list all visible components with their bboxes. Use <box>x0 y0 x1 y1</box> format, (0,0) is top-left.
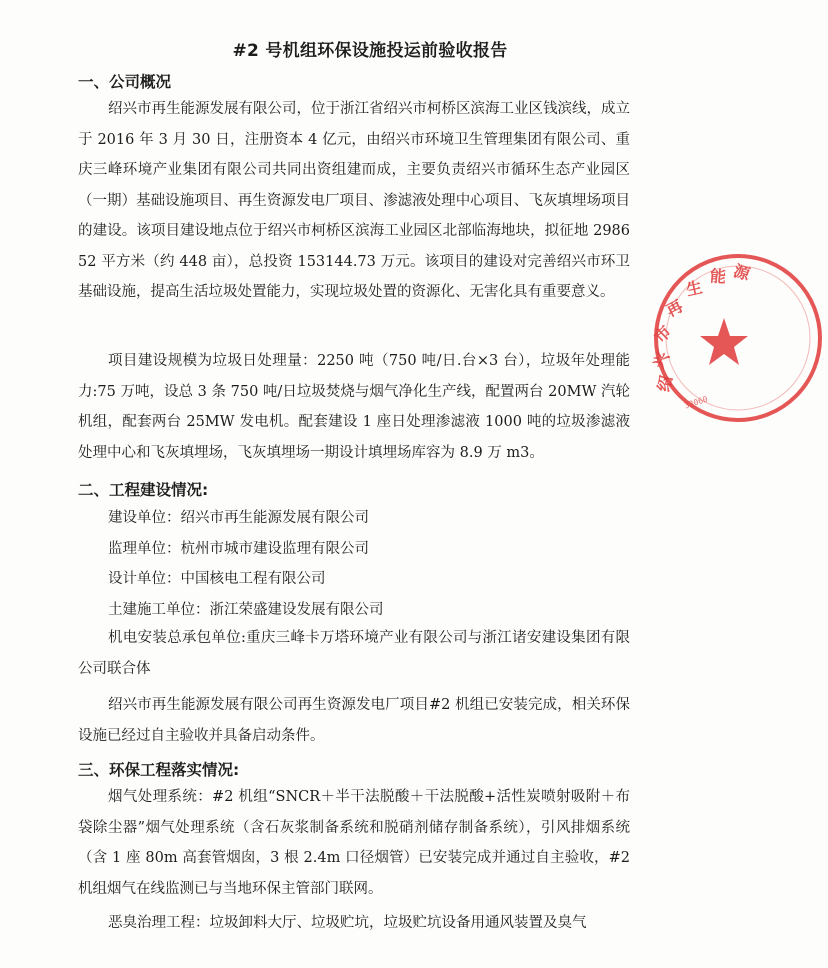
section-heading-construction: 二、工程建设情况: <box>78 481 209 499</box>
paragraph-flue-gas: 烟气处理系统：#2 机组“SNCR＋半干法脱酸＋干法脱酸+活性炭喷射吸附＋布袋除尘器”烟气处理系统（含石灰浆制备系统和脱硝剂储存制备系统），引风排烟系统（含 1 座 80m 高套管烟囱，3 根 2.4m 口径烟管）已安装完成并通过自主验收，#2 机组烟气在线监测已与当地环保主管部门联网。 <box>78 789 630 897</box>
paragraph-company-overview: 绍兴市再生能源发展有限公司，位于浙江省绍兴市柯桥区滨海工业区钱滨线，成立于 2016 年 3 月 30 日，注册资本 4 亿元，由绍兴市环境卫生管理集团有限公司、重庆三峰环境产业集团有限公司共同出资组建而成，主要负责绍兴市循环生态产业园区（一期）基础设施项目、再生资源发电厂项目、渗滤液处理中心项目、飞灰填埋场项目的建设。该项目建设地点位于绍兴市柯桥区滨海工业园区北部临海地块，拟征地 298652 平方米（约 448 亩），总投资 153144.73 万元。该项目的建设对完善绍兴市环卫基础设施，提高生活垃圾处置能力，实现垃圾处置的资源化、无害化具有重要意义。 <box>78 101 630 300</box>
seal-char: 源 <box>731 260 753 284</box>
seal-char: 再 <box>662 296 687 321</box>
paragraph-unit2-status: 绍兴市再生能源发展有限公司再生资源发电厂项目#2 机组已安装完成，相关环保设施已经过自主验收并具备启动条件。 <box>78 697 630 744</box>
seal-code: 33060 <box>683 394 709 411</box>
unit-construction-owner: 建设单位：绍兴市再生能源发展有限公司 <box>108 510 369 526</box>
paragraph-project-scale: 项目建设规模为垃圾日处理量：2250 吨（750 吨/日.台×3 台），垃圾年处理能力:75 万吨，设总 3 条 750 吨/日垃圾焚烧与烟气净化生产线，配置两台 20MW 汽轮机组，配套两台 25MW 发电机。配套建设 1 座日处理渗滤液 1000 吨的垃圾渗滤液处理中心和飞灰填埋场，飞灰填埋场一期设计填埋场库容为 8.9 万 m3。 <box>78 353 630 461</box>
seal-char: 生 <box>684 277 705 300</box>
seal-char: 市 <box>650 321 676 347</box>
seal-star-icon <box>700 318 748 365</box>
seal-char: 兴 <box>648 348 674 372</box>
unit-designer: 设计单位：中国核电工程有限公司 <box>108 571 326 587</box>
section-heading-company-overview: 一、公司概况 <box>78 73 172 91</box>
seal-char: 能 <box>709 266 727 287</box>
section-heading-env-works: 三、环保工程落实情况: <box>78 761 240 779</box>
seal-char: 绍 <box>654 373 676 394</box>
unit-supervisor: 监理单位：杭州市城市建设监理有限公司 <box>108 541 369 557</box>
document-title: #2 号机组环保设施投运前验收报告 <box>232 41 508 61</box>
paragraph-epc-contractor: 机电安装总承包单位:重庆三峰卡万塔环境产业有限公司与浙江诸安建设集团有限公司联合体 <box>78 630 630 677</box>
unit-civil-contractor: 土建施工单位：浙江荣盛建设发展有限公司 <box>108 602 384 618</box>
paragraph-odor-control: 恶臭治理工程：垃圾卸料大厅、垃圾贮坑，垃圾贮坑设备用通风装置及臭气 <box>108 915 587 931</box>
company-seal <box>648 248 828 428</box>
